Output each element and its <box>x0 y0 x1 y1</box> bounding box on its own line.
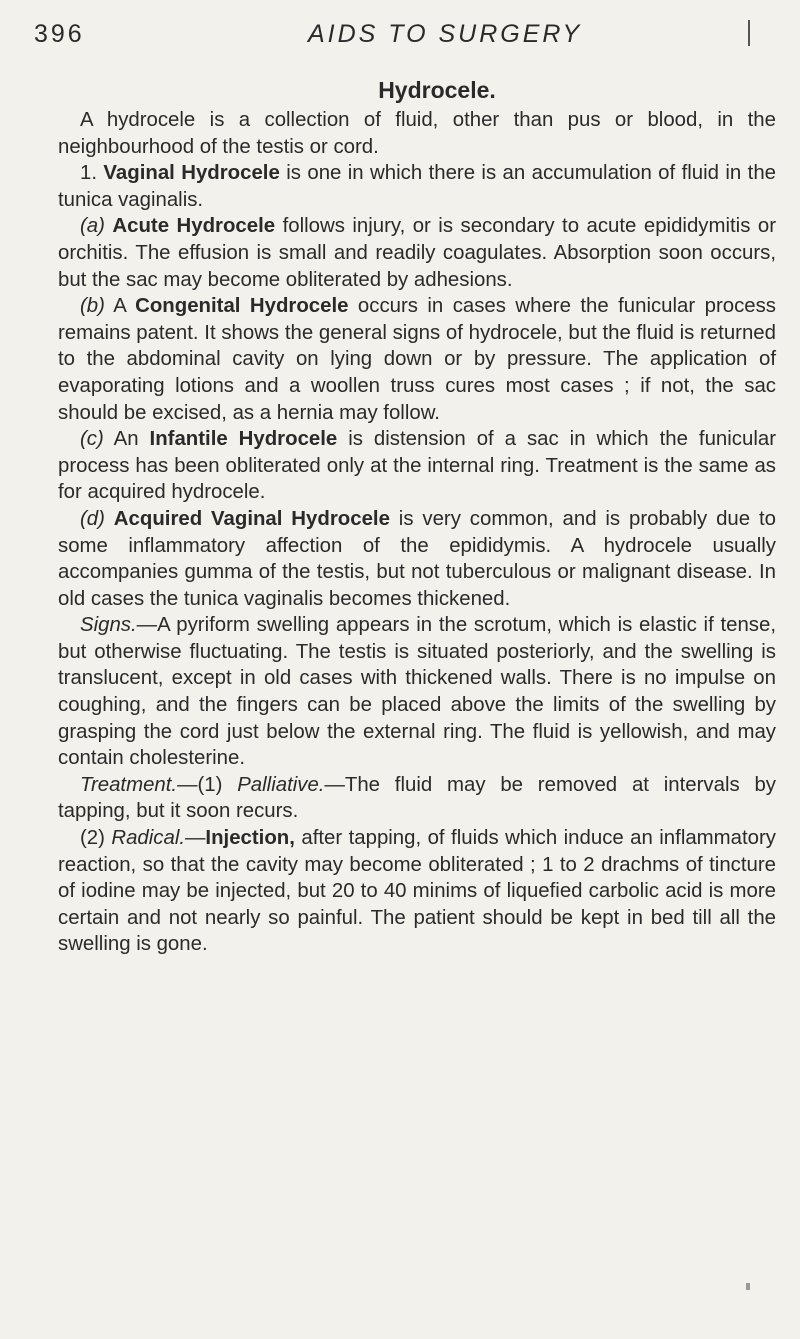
infantile-hydrocele-term: Infantile Hydrocele <box>149 428 338 451</box>
running-head <box>34 20 774 60</box>
section-title: Hydrocele. <box>378 77 496 103</box>
infantile-pre: An <box>103 428 150 451</box>
body-text <box>58 76 776 958</box>
acquired-label: (d) <box>80 507 105 530</box>
palliative-label: Palliative. <box>237 773 325 796</box>
congenital-hydrocele-text: occurs in cases where the funicular process remains patent. It shows the general signs of hydrocele, but the fluid is returned to the abdominal cavity on lying down or by pressure. The application of evaporating lotions and a woollen truss cures most cases ; if not, the sac should be excised, as a hernia may follow. <box>58 295 776 424</box>
radical-text: after tapping, of fluids which induce an inflammatory reaction, so that the cavity may become obliterated ; 1 to 2 drachms of tincture of iodine may be injected, but 20 to 40 minims of liquefied carbolic acid is more certain and not nearly so painful. The patient should be kept in bed till all the swelling is gone. <box>58 827 776 956</box>
intro-text: A hydrocele is a collection of fluid, other than pus or blood, in the neighbourhood of the testis or cord. <box>58 109 776 158</box>
acute-label: (a) <box>80 215 105 238</box>
intro-paragraph <box>58 107 776 160</box>
radical-label: Radical. <box>111 827 186 850</box>
treatment-paragraph <box>58 772 776 825</box>
treatment-label: Treatment. <box>80 773 178 796</box>
acquired-hydrocele-term: Acquired Vaginal Hydrocele <box>113 507 390 530</box>
running-title: AIDS TO SURGERY <box>308 20 583 48</box>
acute-hydrocele-term: Acute Hydrocele <box>112 215 276 238</box>
injection-term: Injection, <box>205 827 295 850</box>
page-corner-mark <box>748 20 750 46</box>
treatment-dash: —(1) <box>177 773 238 796</box>
radical-dash: — <box>185 827 206 850</box>
congenital-hydrocele-paragraph <box>58 293 776 426</box>
infantile-hydrocele-paragraph <box>58 426 776 506</box>
palliative-text: —The fluid may be removed at intervals by tapping, but it soon recurs. <box>58 773 777 823</box>
acquired-hydrocele-paragraph <box>58 506 776 612</box>
congenital-label: (b) <box>80 295 105 318</box>
ink-speck <box>746 1283 750 1290</box>
acute-hydrocele-paragraph <box>58 213 776 293</box>
congenital-hydrocele-term: Congenital Hydrocele <box>135 295 349 318</box>
infantile-hydrocele-text: is distension of a sac in which the funicular process has been obliterated only at the internal ring. Treatment is the same as for acquired hydrocele. <box>58 428 776 504</box>
acute-hydrocele-text: follows injury, or is secondary to acute epididymitis or orchitis. The effusion is small and readily coagulates. Absorption soon occurs, but the sac may become obliterated by adhesions. <box>58 215 776 291</box>
vaginal-hydrocele-paragraph <box>58 160 776 213</box>
congenital-pre: A <box>104 295 136 318</box>
signs-paragraph <box>58 612 776 772</box>
infantile-label: (c) <box>80 428 104 451</box>
radical-paragraph <box>58 825 776 958</box>
vaginal-hydrocele-term: Vaginal Hydrocele <box>103 162 280 185</box>
signs-text: —A pyriform swelling appears in the scrotum, which is elastic if tense, but otherwise fluctuating. The testis is situated posteriorly, and the swelling is translucent, except in old cases with thickened walls. There is no impulse on coughing, and the fingers can be placed above the limits of the swelling by grasping the cord just below the external ring. The fluid is yellowish, and may contain cholesterine. <box>58 614 776 770</box>
vaginal-hydrocele-text: is one in which there is an accumulation of fluid in the tunica vaginalis. <box>58 162 776 211</box>
vaginal-number: 1. <box>80 162 98 185</box>
acquired-hydrocele-text: is very common, and is probably due to some inflammatory affection of the epididymis. A hydrocele usually accompanies gumma of the testis, but not tuberculous or malignant disease. In old cases the tunica vaginalis becomes thickened. <box>58 507 776 610</box>
page-number: 396 <box>34 20 85 48</box>
signs-label: Signs. <box>80 614 137 637</box>
radical-number: (2) <box>80 827 112 850</box>
